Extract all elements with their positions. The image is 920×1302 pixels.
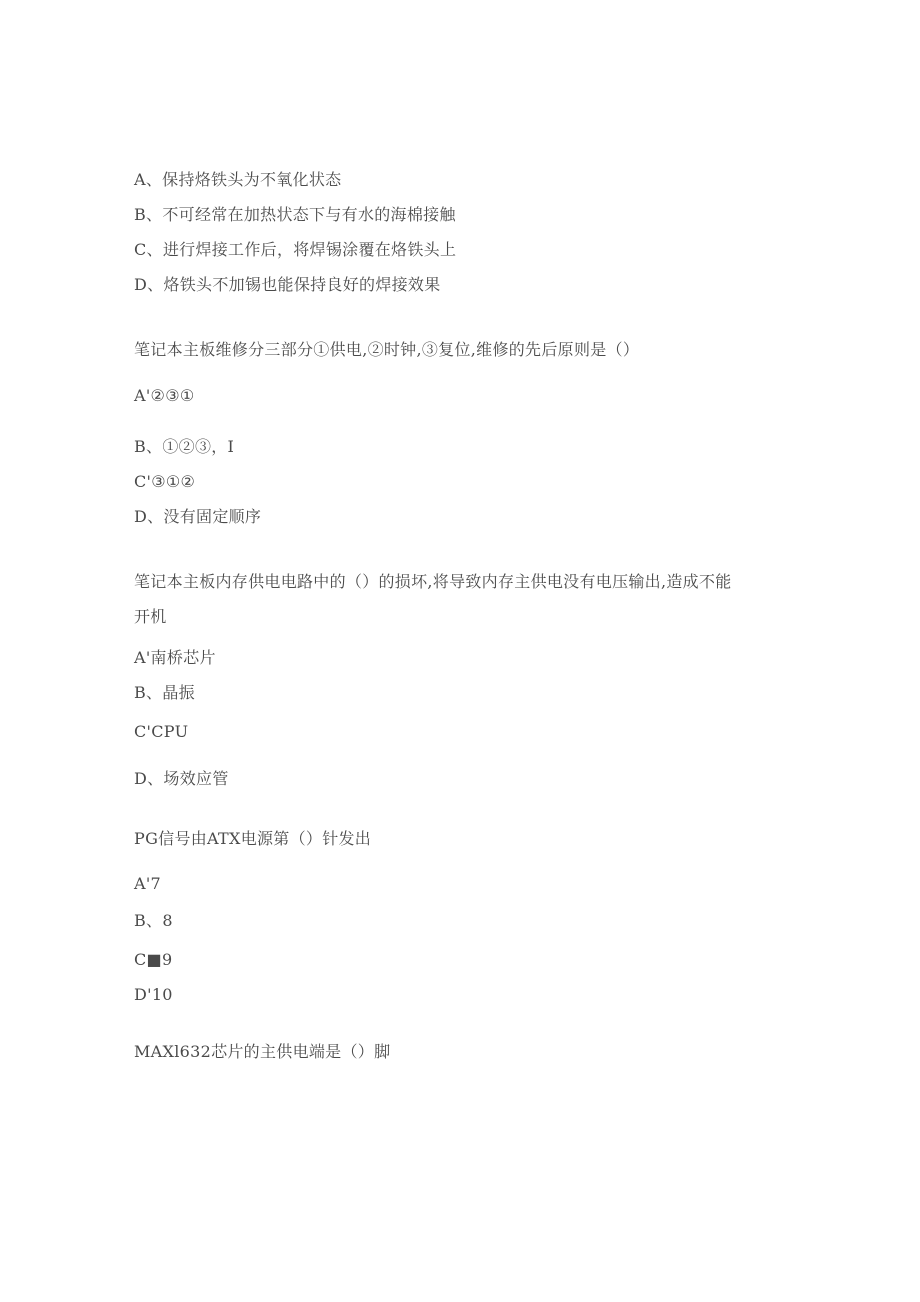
q4-stem: PG信号由ATX电源第（）针发出 xyxy=(134,829,372,848)
q4-option-b: B、8 xyxy=(134,911,173,930)
q3-stem-line2: 开机 xyxy=(134,607,167,626)
q3-option-b: B、晶振 xyxy=(134,683,195,702)
q1-option-c: C、进行焊接工作后，将焊锡涂覆在烙铁头上 xyxy=(134,240,457,259)
q4-option-c: C■9 xyxy=(134,950,173,969)
q1-option-a: A、保持烙铁头为不氧化状态 xyxy=(134,170,342,189)
q3-option-d: D、场效应管 xyxy=(134,769,229,788)
q2-stem: 笔记本主板维修分三部分①供电,②时钟,③复位,维修的先后原则是（） xyxy=(134,340,640,359)
q2-option-a: A'②③① xyxy=(134,386,195,405)
q3-option-a: A'南桥芯片 xyxy=(134,648,216,667)
q1-option-d: D、烙铁头不加锡也能保持良好的焊接效果 xyxy=(134,275,441,294)
q1-option-b: B、不可经常在加热状态下与有水的海棉接触 xyxy=(134,205,456,224)
q3-option-c: C'CPU xyxy=(134,722,189,741)
q2-option-c: C'③①② xyxy=(134,472,196,491)
q2-option-d: D、没有固定顺序 xyxy=(134,507,262,526)
q4-option-d: D'10 xyxy=(134,985,173,1004)
q2-option-b: B、①②③，I xyxy=(134,437,235,456)
q3-stem-line1: 笔记本主板内存供电电路中的（）的损坏,将导致内存主供电没有电压输出,造成不能 xyxy=(134,572,732,591)
q5-stem: MAXl632芯片的主供电端是（）脚 xyxy=(134,1042,391,1061)
q4-option-a: A'7 xyxy=(134,874,162,893)
